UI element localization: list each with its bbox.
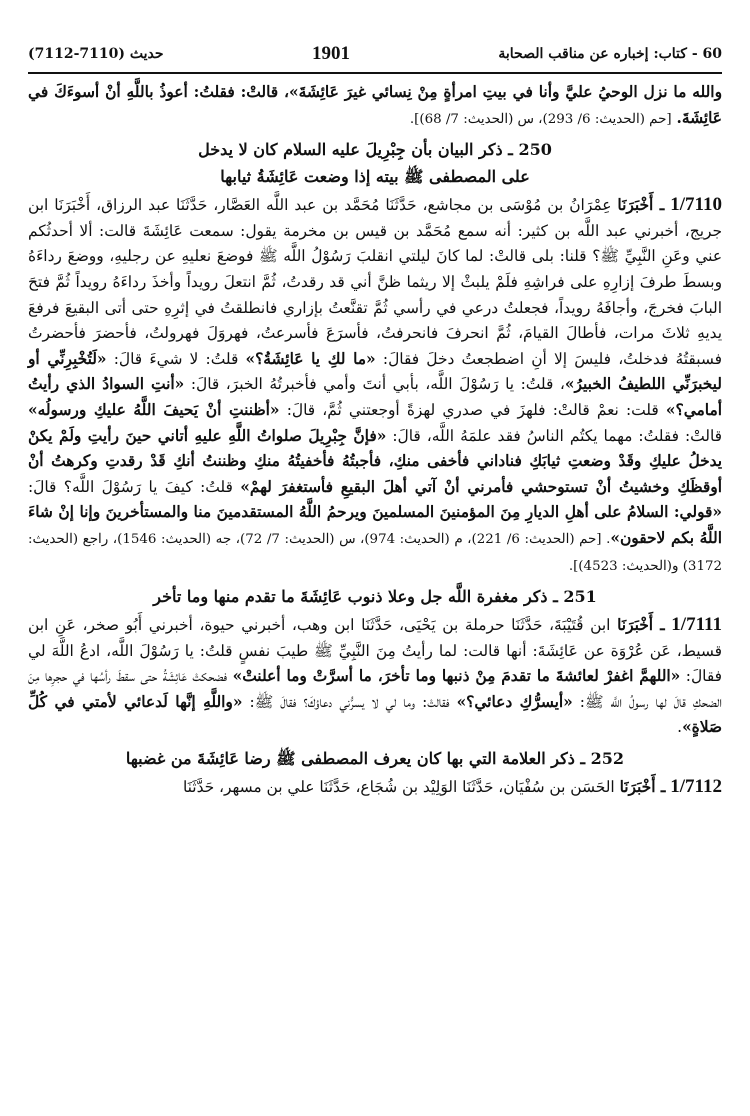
section-250-line-2: على المصطفى ﷺ بيته إذا وضعت عَائِشَةُ ثيابها [220, 167, 530, 187]
section-250-line-1: 250 ـ ذكر البيان بأن جِبْرِيلَ عليه السلام كان لا يدخل [198, 140, 552, 160]
hadith-7110-isnad: عِمْرَانُ بن مُوْسَى بن مجاشع، حَدَّثَنَا مُحَمَّد بن عبد اللَّه العَصَّار، حَدَّثَنَا عبد الرزاق، أَخْبَرَنَا ابن جريج، أخبرني عبد اللَّه بن كثير: أنه سمع مُحَمَّد بن قيس بن مخرمة يقول: سمعت عَائِشَةَ قالت: ألا أحدثُكم عني وعَنِ النَّبِيِّ ﷺ؟ قلنا: بلى قالتْ: لما كانَ ليلتي انقلبَ رَسُوْلُ اللَّه ﷺ فوضعَ نعليهِ عن رجليهِ، ووضعَ رداءَهُ وبسطَ طرفَ إزارِهِ على فراشِهِ فلَمْ يلبثْ إلا ريثما ظنَّ أني قد رقدتُ، ثُمَّ انتعلَ رويداً وأخذَ رداءَهُ رويداً ثُمَّ فتحَ البابَ فخرجَ، وأجافَهُ رويداً، فجعلتُ درعي في رأسي ثُمَّ تقنَّعتُ بإزاري فانطلقتُ في إثرِهِ حتى أتى البقيعَ فرفعَ يديهِ ثلاثَ مرات، فأطالَ القيامَ، ثُمَّ انحرفَ فانحرفتُ، فأسرَعَ فأسرعتُ، فهروَلَ فهرولتُ، فأحضرَ فأحضرتُ فسبقتُهُ فدخلتُ، فليسَ إلا أنِ اضطجعتُ دخلَ فقالَ: [28, 196, 722, 368]
hadith-7111-text-2: فقالتْ: وما لي لا يسرُّني دعاؤكَ؟ فقالَ ﷺ: [249, 692, 450, 711]
section-251-heading: 251 ـ ذكر مغفرة اللَّه جل وعلا ذنوب عَائِشَةَ ما تقدم منها وما تأخر [153, 587, 597, 607]
hadith-7110-text-3: قلت: نعمْ قالتْ: فلهزَ في صدري لهزةً أوجعتني ثُمَّ، قالَ: [286, 400, 659, 419]
hadith-7111 [28, 612, 722, 741]
hadith-7112 [28, 774, 722, 801]
page-body [28, 80, 722, 801]
hadith-7110-text-1: قلتُ: لا شيءَ قالَ: [113, 349, 239, 368]
hadith-7110-text-5: قلتُ: كيفَ يا رَسُوْلَ اللَّه؟ قالَ: [28, 477, 233, 496]
hadith-7110-quote-5: «فإنَّ جِبْرِيلَ صلواتُ اللَّهِ عليهِ أتاني حينَ رأيتِ ولَمْ يكنْ يدخلُ عليكِ وقَدْ وضعتِ ثيابَكِ فناداني فأخفى منكِ، فأجبتُهُ فأخفيتُهُ منكِ وظننتُ أنكِ قَدْ رقدتِ وكرهتُ أنْ أوقظَكِ وخشيتُ أنْ تستوحشي فأمرني أنْ آتي أهلَ البقيعِ فأستغفرَ لهمْ» [28, 426, 722, 496]
hadith-7110-text-4: قالتْ: فقلتُ: مهما يكتُم الناسُ فقد علمَهُ اللَّه، قالَ: [392, 426, 722, 445]
hadith-7110-references: . [حم (الحديث: 6/ 221)، م (الحديث: 974)، س (الحديث: 7/ 72)، جه (الحديث: 1546)، راجع (الحديث: 3172) و(الحديث: 4523)]. [28, 531, 722, 574]
section-250-heading [28, 136, 722, 190]
hadith-7111-quote-3: «واللَّهِ إنَّها لَدعائي لأمتي في كُلِّ صَلاةٍ» [28, 692, 722, 737]
hadith-7110-quote-2: «لَتُخْبِرِنِّي أو ليخبرَنِّي اللطيفُ الخبيرُ» [28, 349, 722, 394]
hadith-7111-number: 1/7111 [671, 614, 722, 636]
section-252-heading: 252 ـ ذكر العلامة التي بها كان يعرف المصطفى ﷺ رضا عَائِشَةَ من غضبها [125, 749, 625, 769]
hadith-7111-text-1: فضحكتْ عَائِشَةُ حتى سقطَ رأسُها في حجرِها مِنَ الضحكِ قالَ لها رسولُ اللَّه ﷺ: [28, 667, 722, 711]
hadith-7111-lead: ـ أَخْبَرَنَا [617, 616, 665, 635]
intro-text: والله ما نزل الوحيُ عليَّ وأنا في بيتِ امرأةٍ مِنْ نِسائي غيرَ عَائِشَةَ»، قالتْ: فقلتُ: أعوذُ باللَّهِ أنْ أسوءَكَ في عَائِشَةَ. [28, 83, 722, 127]
intro-references: [حم (الحديث: 6/ 293)، س (الحديث: 7/ 68)]. [409, 111, 672, 127]
book-chapter-title: 60 - كتاب: إخباره عن مناقب الصحابة [498, 46, 722, 62]
hadith-7111-isnad: ابن قُتَيْبَةَ، حَدَّثَنَا حرملة بن يَحْيَى، حَدَّثَنَا ابن وهب، أخبرني حيوة، أخبرني أَبُو صخر، عَنِ ابن قسيط، عَن عُرْوَة عن عَائِشَةَ: أنها قالت: لما رأيتُ مِنَ النَّبِيِّ ﷺ طيبَ نفسٍ قلتُ: يا رَسُوْلَ اللَّه، ادعُ اللَّهَ لي فقالَ: [28, 616, 722, 686]
hadith-7110-number: 1/7110 [670, 194, 722, 216]
hadith-7110 [28, 192, 722, 579]
intro-paragraph [28, 80, 722, 132]
hadith-7112-isnad: الحَسَن بن سُفْيَان، حَدَّثَنَا الوَلِيْد بن شُجَاع، حَدَّثَنَا علي بن مسهر، حَدَّثَنَا [182, 778, 615, 797]
hadith-range: حديث (7110-7112) [28, 46, 164, 62]
hadith-7111-quote-2: «أيسرُّكِ دعائي؟» [456, 692, 573, 711]
hadith-7110-text-2: ، قلتُ: يا رَسُوْلَ اللَّه، بأبي أنتَ وأمي فأخبرتُهُ الخبرَ، قالَ: [190, 375, 565, 394]
hadith-7112-number: 1/7112 [670, 776, 722, 798]
hadith-7110-quote-6: «قولي: السلامُ على أهلِ الديارِ مِنَ المؤمنينَ المسلمينَ ويرحمُ اللَّهُ المستقدمينَ منا والمستأخرينَ وإنا إنْ شاءَ اللَّهُ بكم لاحقون» [28, 503, 722, 547]
hadith-7110-quote-3: «أنتِ السوادُ الذي رأيتُ أمامي؟» [28, 375, 722, 419]
hadith-7112-lead: ـ أَخْبَرَنَا [619, 778, 666, 797]
header-divider [28, 72, 722, 74]
page-header [28, 36, 722, 72]
page-number: 1901 [311, 43, 350, 64]
hadith-7110-quote-4: «أظننتِ أنْ يَحيفَ اللَّهُ عليكِ ورسولُه» [28, 400, 280, 419]
hadith-7111-quote-1: «اللهمَّ اغفرْ لعائشةَ ما تقدمَ مِنْ ذنبها وما تأخرَ، ما أسرَّتْ وما أعلنتْ» [232, 667, 681, 686]
hadith-7110-quote-1: «ما لكِ يا عَائِشَةُ؟» [245, 349, 376, 368]
hadith-7110-lead: ـ أَخْبَرَنَا [617, 196, 665, 215]
hadith-7111-end: . [677, 718, 683, 737]
